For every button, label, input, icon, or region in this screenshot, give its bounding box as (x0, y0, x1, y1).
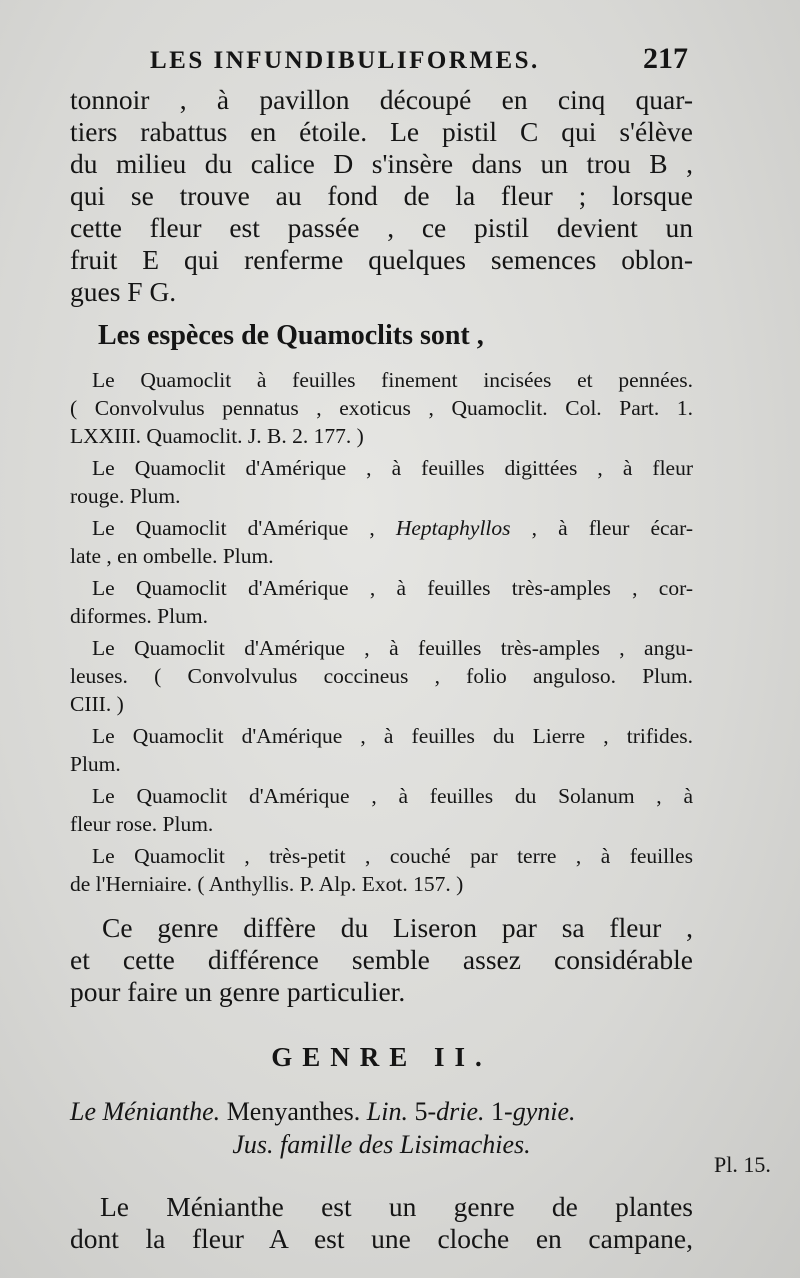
text-line: dont la fleur A est une cloche en campane, (70, 1223, 693, 1254)
page-body (70, 84, 693, 1255)
genre-heading: GENRE II. (271, 1042, 492, 1072)
entry-text: Le Quamoclit d'Amérique , (92, 516, 396, 540)
entry-line: Le Quamoclit à feuilles finement incisées et pennées. (92, 368, 693, 392)
text-line: gues F G. (70, 276, 177, 307)
entry-line: de l'Herniaire. ( Anthyllis. P. Alp. Exot. 157. ) (70, 872, 464, 896)
entry-line: Le Quamoclit d'Amérique , à feuilles digittées , à fleur (92, 456, 693, 480)
text-line: cette fleur est passée , ce pistil devient un (70, 212, 693, 243)
genus-order: gynie. (512, 1097, 576, 1126)
genus-title (70, 1095, 693, 1129)
species-entry (70, 454, 693, 510)
text-line: Ce genre diffère du Liseron par sa fleur , (102, 912, 693, 943)
species-list (70, 366, 693, 898)
text-line: fruit E qui renferme quelques semences oblon- (70, 244, 693, 275)
entry-line: leuses. ( Convolvulus coccineus , folio anguloso. Plum. (70, 664, 693, 688)
genus-class-number: 5- (407, 1097, 437, 1126)
intro-paragraph (70, 84, 693, 308)
entry-line: rouge. Plum. (70, 484, 181, 508)
entry-line: Le Quamoclit d'Amérique , à feuilles du Solanum , à (92, 784, 693, 808)
entry-line: Plum. (70, 752, 121, 776)
entry-line: Le Quamoclit , très-petit , couché par terre , à feuilles (92, 844, 693, 868)
text-line: et cette différence semble assez considérable (70, 944, 693, 975)
text-line: pour faire un genre particulier. (70, 976, 406, 1007)
entry-text: , à fleur écar- (510, 516, 693, 540)
species-entry (70, 514, 693, 570)
species-entry (70, 842, 693, 898)
entry-line: late , en ombelle. Plum. (70, 544, 274, 568)
entry-line (70, 514, 693, 542)
species-entry (70, 634, 693, 718)
text-line: tonnoir , à pavillon découpé en cinq quar- (70, 84, 693, 115)
entry-line: Le Quamoclit d'Amérique , à feuilles très-amples , angu- (92, 636, 693, 660)
entry-line: CIII. ) (70, 692, 124, 716)
text-line: du milieu du calice D s'insère dans un trou B , (70, 148, 693, 179)
entry-line: Le Quamoclit d'Amérique , à feuilles du Lierre , trifides. (92, 724, 693, 748)
closing-paragraph (70, 912, 693, 1008)
species-entry (70, 366, 693, 450)
text-line: tiers rabattus en étoile. Le pistil C qui s'élève (70, 116, 693, 147)
entry-line: ( Convolvulus pennatus , exoticus , Quamoclit. Col. Part. 1. (70, 396, 693, 420)
final-paragraph (70, 1191, 693, 1255)
entry-line: Le Quamoclit d'Amérique , à feuilles très-amples , cor- (92, 576, 693, 600)
genus-class: drie. (436, 1097, 485, 1126)
page-number: 217 (643, 42, 688, 75)
species-entry (70, 722, 693, 778)
genus-name-french: Le Ménianthe. (70, 1097, 221, 1126)
entry-italic-text: Heptaphyllos (395, 516, 511, 540)
plate-reference: Pl. 15. (714, 1152, 771, 1177)
genus-name-latin: Menyanthes. (220, 1097, 367, 1126)
text-line: qui se trouve au fond de la fleur ; lorsque (70, 180, 693, 211)
entry-line: diformes. Plum. (70, 604, 208, 628)
text-line: Le Ménianthe est un genre de plantes (100, 1191, 693, 1222)
entry-line: LXXIII. Quamoclit. J. B. 2. 177. ) (70, 424, 364, 448)
page-header (150, 42, 688, 82)
species-entry (70, 782, 693, 838)
genus-family: Jus. famille des Lisimachies. (232, 1130, 531, 1159)
species-heading: Les espèces de Quamoclits sont , (98, 320, 484, 351)
entry-line: fleur rose. Plum. (70, 812, 214, 836)
running-head: LES INFUNDIBULIFORMES. (150, 47, 540, 74)
genus-order-number: 1- (484, 1097, 513, 1126)
genus-authority: Lin. (366, 1097, 408, 1126)
species-entry (70, 574, 693, 630)
